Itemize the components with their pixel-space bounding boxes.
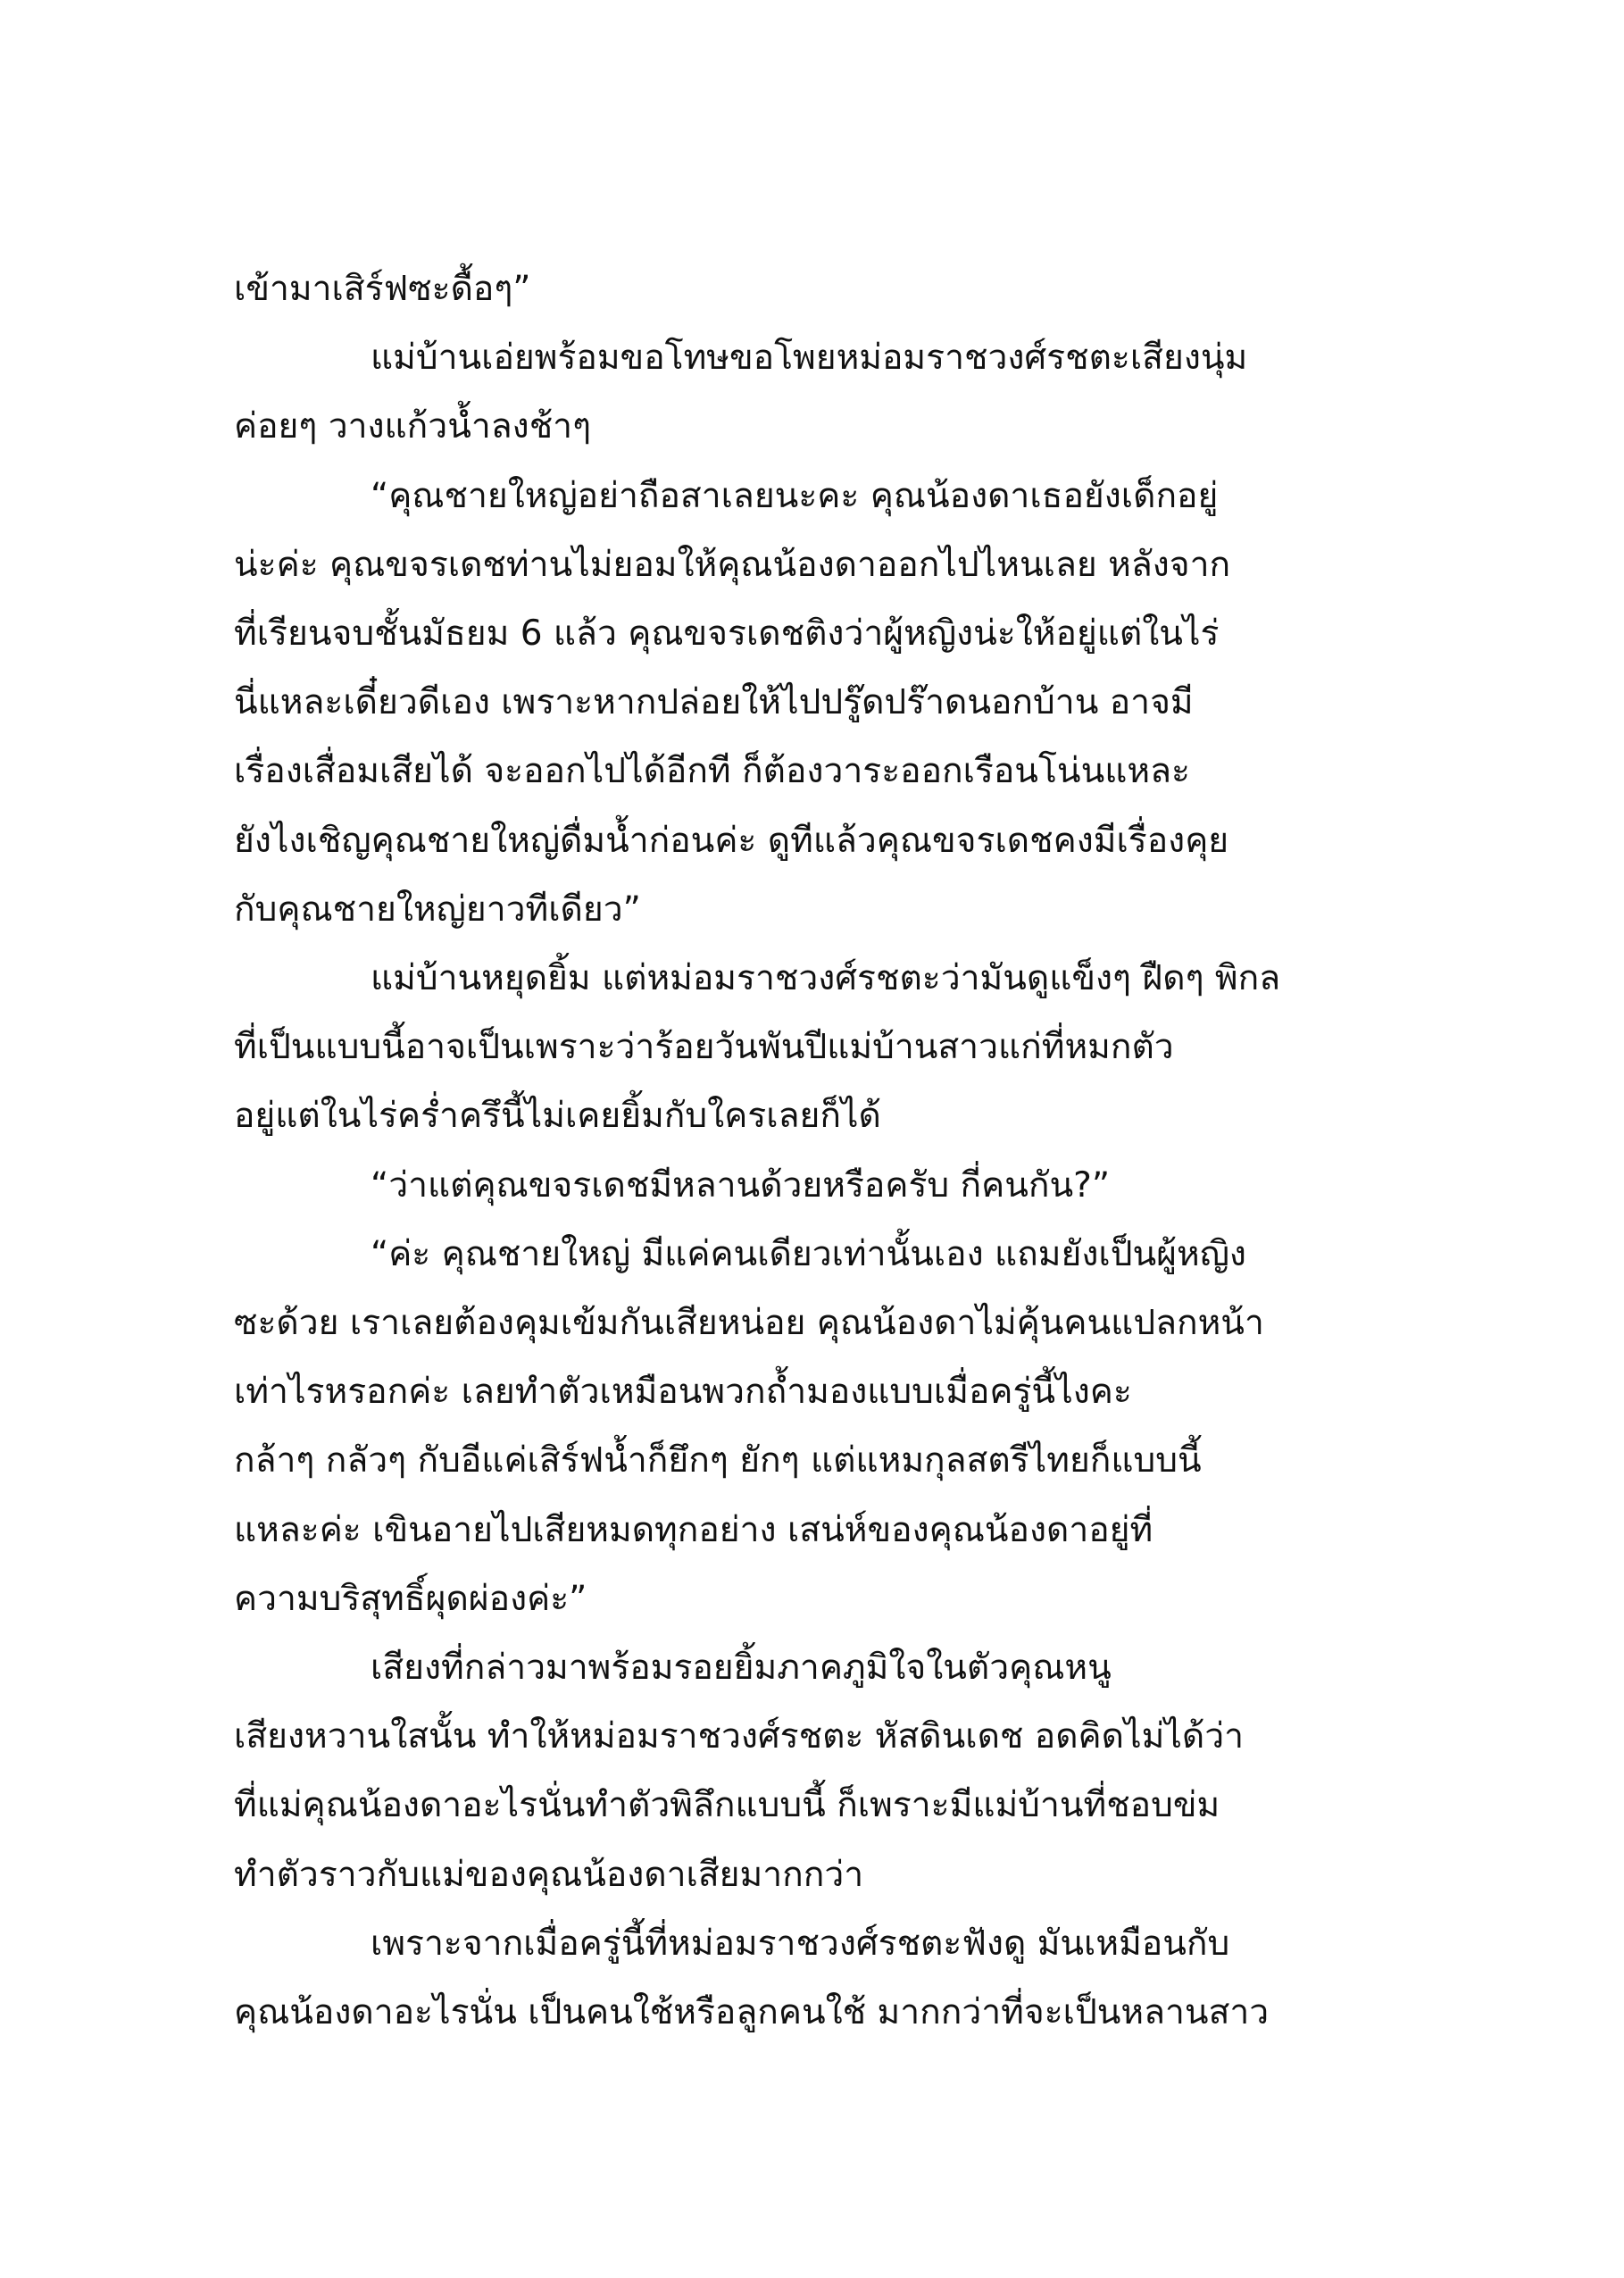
- text-line: กับคุณชายใหญ่ยาวทีเดียว”: [234, 889, 641, 930]
- text-line: ความบริสุทธิ์ผุดผ่องค่ะ”: [234, 1578, 587, 1619]
- text-line: เข้ามาเสิร์ฟซะดื้อๆ”: [234, 269, 531, 309]
- text-line: คุณน้องดาอะไรนั่น เป็นคนใช้หรือลูกคนใช้ มากกว่าที่จะเป็นหลานสาว: [234, 1992, 1270, 2033]
- text-line: ที่เรียนจบชั้นมัธยม 6 แล้ว คุณขจรเดชติงว่าผู้หญิงน่ะให้อยู่แต่ในไร่: [234, 613, 1220, 655]
- text-line: “คุณชายใหญ่อย่าถือสาเลยนะคะ คุณน้องดาเธอยังเด็กอยู่: [371, 475, 1219, 516]
- text-line: “ค่ะ คุณชายใหญ่ มีแค่คนเดียวเท่านั้นเอง แถมยังเป็นผู้หญิง: [371, 1233, 1246, 1274]
- text-line: น่ะค่ะ คุณขจรเดชท่านไม่ยอมให้คุณน้องดาออกไปไหนเลย หลังจาก: [234, 544, 1231, 585]
- text-line: เสียงที่กล่าวมาพร้อมรอยยิ้มภาคภูมิใจในตัวคุณหนู: [371, 1648, 1112, 1689]
- text-line: นี่แหละเดี๋ยวดีเอง เพราะหากปล่อยให้ไปปรู๊ดปร๊าดนอกบ้าน อาจมี: [234, 682, 1194, 723]
- text-line: เสียงหวานใสนั้น ทำให้หม่อมราชวงศ์รชตะ หัสดินเดช อดคิดไม่ได้ว่า: [234, 1716, 1245, 1757]
- text-line: อยู่แต่ในไร่คร่ำครึนี้ไม่เคยยิ้มกับใครเลยก็ได้: [234, 1096, 881, 1137]
- text-line: ที่แม่คุณน้องดาอะไรนั่นทำตัวพิลึกแบบนี้ ก็เพราะมีแม่บ้านที่ชอบข่ม: [234, 1785, 1220, 1826]
- text-line: เรื่องเสื่อมเสียได้ จะออกไปได้อีกที ก็ต้องวาระออกเรือนโน่นแหละ: [234, 751, 1190, 792]
- text-line: “ว่าแต่คุณขจรเดชมีหลานด้วยหรือครับ กี่คนกัน?”: [371, 1164, 1111, 1206]
- text-line: แม่บ้านหยุดยิ้ม แต่หม่อมราชวงศ์รชตะว่ามันดูแข็งๆ ฝืดๆ พิกล: [371, 958, 1281, 999]
- body-text: [234, 255, 1352, 2047]
- text-line: ค่อยๆ วางแก้วน้ำลงช้าๆ: [234, 406, 592, 447]
- text-line: เท่าไรหรอกค่ะ เลยทำตัวเหมือนพวกถ้ำมองแบบเมื่อครู่นี้ไงคะ: [234, 1372, 1132, 1413]
- text-line: ทำตัวราวกับแม่ของคุณน้องดาเสียมากกว่า: [234, 1854, 864, 1895]
- text-line: แม่บ้านเอ่ยพร้อมขอโทษขอโพยหม่อมราชวงศ์รชตะเสียงนุ่ม: [371, 338, 1248, 379]
- text-line: เพราะจากเมื่อครู่นี้ที่หม่อมราชวงศ์รชตะฟังดู มันเหมือนกับ: [371, 1923, 1230, 1964]
- text-line: ที่เป็นแบบนี้อาจเป็นเพราะว่าร้อยวันพันปีแม่บ้านสาวแก่ที่หมกตัว: [234, 1027, 1174, 1068]
- text-line: แหละค่ะ เขินอายไปเสียหมดทุกอย่าง เสน่ห์ของคุณน้องดาอยู่ที่: [234, 1509, 1153, 1550]
- text-line: ซะด้วย เราเลยต้องคุมเข้มกันเสียหน่อย คุณน้องดาไม่คุ้นคนแปลกหน้า: [234, 1303, 1264, 1344]
- text-line: กล้าๆ กลัวๆ กับอีแค่เสิร์ฟน้ำก็ยึกๆ ยักๆ แต่แหมกุลสตรีไทยก็แบบนี้: [234, 1440, 1202, 1481]
- text-line: ยังไงเชิญคุณชายใหญ่ดื่มน้ำก่อนค่ะ ดูทีแล้วคุณขจรเดชคงมีเรื่องคุย: [234, 820, 1229, 861]
